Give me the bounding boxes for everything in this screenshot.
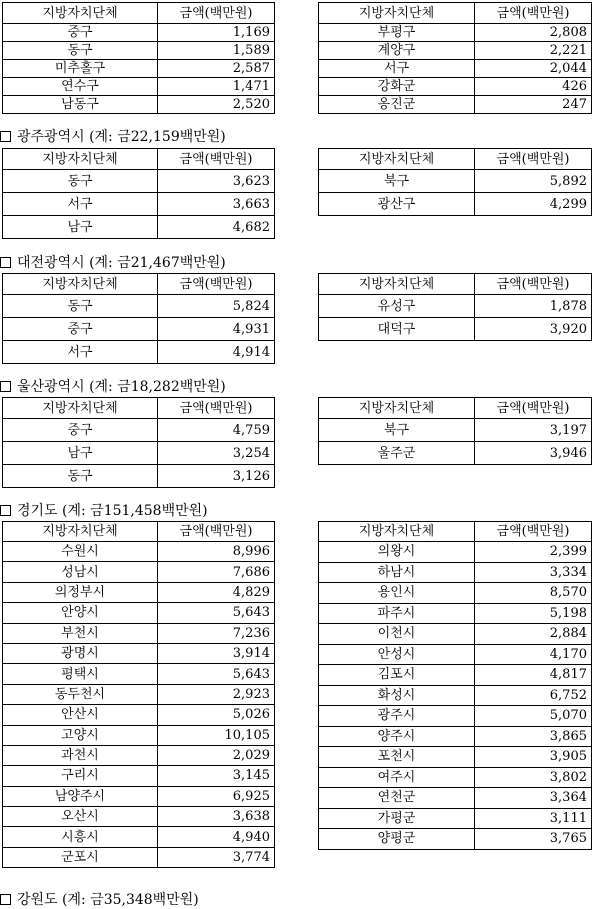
amount-value: 5,026 — [158, 705, 275, 725]
column-header-amount: 금액(백만원) — [158, 149, 275, 170]
amount-value: 3,197 — [475, 419, 592, 442]
amount-value: 3,663 — [158, 193, 275, 216]
table-row — [319, 295, 592, 318]
table-row — [319, 583, 592, 604]
table-row — [3, 684, 275, 704]
table-header-row — [319, 3, 592, 24]
district-name: 울주군 — [319, 442, 475, 465]
checkbox-square-icon — [0, 257, 11, 268]
table-row — [3, 542, 275, 562]
table-row — [319, 170, 592, 193]
table-header-row — [3, 3, 275, 24]
amount-value: 2,808 — [475, 24, 592, 42]
amount-value: 2,029 — [158, 745, 275, 765]
district-name: 옹진군 — [319, 96, 475, 114]
amount-value: 4,931 — [158, 318, 275, 341]
column-header-name: 지방자치단체 — [3, 149, 158, 170]
table-row — [319, 60, 592, 78]
table-row — [319, 747, 592, 768]
district-table-daejeon-right — [318, 273, 592, 341]
amount-value: 4,682 — [158, 216, 275, 239]
amount-value: 3,638 — [158, 807, 275, 827]
table-row — [3, 745, 275, 765]
table-row — [319, 42, 592, 60]
amount-value: 3,920 — [475, 318, 592, 341]
district-name: 유성구 — [319, 295, 475, 318]
district-name: 남동구 — [3, 96, 158, 114]
district-name: 의정부시 — [3, 582, 158, 602]
amount-value: 2,221 — [475, 42, 592, 60]
district-name: 동구 — [3, 465, 158, 488]
table-row — [3, 562, 275, 582]
table-row — [319, 829, 592, 850]
district-name: 부평구 — [319, 24, 475, 42]
amount-value: 8,570 — [475, 583, 592, 604]
district-name: 동구 — [3, 295, 158, 318]
table-row — [3, 295, 275, 318]
amount-value: 10,105 — [158, 725, 275, 745]
amount-value: 6,752 — [475, 685, 592, 706]
table-row — [3, 465, 275, 488]
table-row — [3, 78, 275, 96]
district-name: 시흥시 — [3, 827, 158, 847]
amount-value: 3,126 — [158, 465, 275, 488]
amount-value: 2,044 — [475, 60, 592, 78]
table-row — [3, 582, 275, 602]
table-row — [3, 216, 275, 239]
section-title-daejeon: 대전광역시 (계: 금21,467백만원) — [0, 255, 226, 271]
column-header-amount: 금액(백만원) — [475, 3, 592, 24]
table-row — [319, 644, 592, 665]
amount-value: 3,802 — [475, 767, 592, 788]
amount-value: 3,334 — [475, 562, 592, 583]
amount-value: 2,923 — [158, 684, 275, 704]
amount-value: 4,914 — [158, 341, 275, 364]
column-header-name: 지방자치단체 — [3, 398, 158, 419]
table-header-row — [319, 522, 592, 542]
district-table-top-right — [318, 2, 592, 114]
district-table-gwangju-right — [318, 148, 592, 216]
column-header-name: 지방자치단체 — [3, 274, 158, 295]
amount-value: 7,236 — [158, 623, 275, 643]
table-row — [3, 96, 275, 114]
column-header-name: 지방자치단체 — [319, 149, 475, 170]
table-row — [3, 24, 275, 42]
table-row — [3, 766, 275, 786]
district-name: 안성시 — [319, 644, 475, 665]
district-name: 서구 — [319, 60, 475, 78]
amount-value: 3,145 — [158, 766, 275, 786]
column-header-name: 지방자치단체 — [319, 398, 475, 419]
district-name: 용인시 — [319, 583, 475, 604]
table-row — [3, 623, 275, 643]
district-name: 중구 — [3, 24, 158, 42]
amount-value: 3,111 — [475, 808, 592, 829]
district-name: 양평군 — [319, 829, 475, 850]
amount-value: 4,829 — [158, 582, 275, 602]
table-row — [3, 725, 275, 745]
amount-value: 247 — [475, 96, 592, 114]
table-row — [319, 808, 592, 829]
table-row — [319, 562, 592, 583]
table-row — [3, 170, 275, 193]
checkbox-square-icon — [0, 381, 11, 392]
column-header-amount: 금액(백만원) — [158, 274, 275, 295]
amount-value: 5,643 — [158, 664, 275, 684]
district-name: 강화군 — [319, 78, 475, 96]
amount-value: 5,892 — [475, 170, 592, 193]
amount-value: 4,817 — [475, 665, 592, 686]
district-name: 파주시 — [319, 603, 475, 624]
district-name: 군포시 — [3, 847, 158, 867]
district-name: 서구 — [3, 193, 158, 216]
amount-value: 1,589 — [158, 42, 275, 60]
table-row — [319, 603, 592, 624]
amount-value: 3,364 — [475, 788, 592, 809]
district-name: 평택시 — [3, 664, 158, 684]
amount-value: 5,198 — [475, 603, 592, 624]
district-name: 남구 — [3, 442, 158, 465]
column-header-amount: 금액(백만원) — [475, 274, 592, 295]
checkbox-square-icon — [0, 131, 11, 142]
district-name: 하남시 — [319, 562, 475, 583]
amount-value: 3,765 — [475, 829, 592, 850]
table-row — [3, 807, 275, 827]
table-row — [319, 542, 592, 563]
table-row — [3, 664, 275, 684]
table-row — [319, 685, 592, 706]
amount-value: 4,170 — [475, 644, 592, 665]
table-header-row — [3, 149, 275, 170]
column-header-name: 지방자치단체 — [319, 3, 475, 24]
amount-value: 3,774 — [158, 847, 275, 867]
table-row — [319, 706, 592, 727]
amount-value: 2,884 — [475, 624, 592, 645]
column-header-amount: 금액(백만원) — [158, 3, 275, 24]
table-row — [319, 442, 592, 465]
table-row — [3, 705, 275, 725]
table-row — [319, 96, 592, 114]
district-name: 대덕구 — [319, 318, 475, 341]
district-table-gyeonggi-left — [2, 521, 275, 868]
amount-value: 3,914 — [158, 643, 275, 663]
table-row — [3, 442, 275, 465]
district-name: 광산구 — [319, 193, 475, 216]
table-row — [319, 78, 592, 96]
district-name: 중구 — [3, 419, 158, 442]
amount-value: 3,946 — [475, 442, 592, 465]
district-name: 여주시 — [319, 767, 475, 788]
table-header-row — [319, 398, 592, 419]
column-header-amount: 금액(백만원) — [475, 522, 592, 542]
district-table-daejeon-left — [2, 273, 275, 364]
district-name: 안양시 — [3, 603, 158, 623]
district-name: 북구 — [319, 170, 475, 193]
table-header-row — [3, 522, 275, 542]
section-title-gwangju: 광주광역시 (계: 금22,159백만원) — [0, 129, 226, 145]
table-row — [3, 786, 275, 806]
amount-value: 5,643 — [158, 603, 275, 623]
table-row — [319, 624, 592, 645]
amount-value: 7,686 — [158, 562, 275, 582]
district-name: 서구 — [3, 341, 158, 364]
district-name: 이천시 — [319, 624, 475, 645]
district-name: 화성시 — [319, 685, 475, 706]
table-row — [3, 341, 275, 364]
table-row — [3, 643, 275, 663]
checkbox-square-icon — [0, 505, 11, 516]
amount-value: 5,824 — [158, 295, 275, 318]
column-header-amount: 금액(백만원) — [475, 398, 592, 419]
amount-value: 3,254 — [158, 442, 275, 465]
table-row — [3, 419, 275, 442]
amount-value: 3,865 — [475, 726, 592, 747]
column-header-name: 지방자치단체 — [3, 522, 158, 542]
column-header-name: 지방자치단체 — [3, 3, 158, 24]
district-name: 부천시 — [3, 623, 158, 643]
district-name: 남양주시 — [3, 786, 158, 806]
district-table-ulsan-right — [318, 397, 592, 465]
district-name: 미추홀구 — [3, 60, 158, 78]
table-header-row — [3, 398, 275, 419]
amount-value: 1,471 — [158, 78, 275, 96]
table-row — [3, 42, 275, 60]
district-name: 동구 — [3, 170, 158, 193]
amount-value: 3,905 — [475, 747, 592, 768]
district-name: 오산시 — [3, 807, 158, 827]
section-title-gyeonggi: 경기도 (계: 금151,458백만원) — [0, 503, 208, 519]
amount-value: 426 — [475, 78, 592, 96]
table-row — [319, 318, 592, 341]
checkbox-square-icon — [0, 894, 11, 905]
district-name: 양주시 — [319, 726, 475, 747]
amount-value: 1,169 — [158, 24, 275, 42]
amount-value: 4,759 — [158, 419, 275, 442]
column-header-amount: 금액(백만원) — [158, 398, 275, 419]
amount-value: 2,587 — [158, 60, 275, 78]
district-name: 안산시 — [3, 705, 158, 725]
table-row — [3, 193, 275, 216]
district-name: 수원시 — [3, 542, 158, 562]
column-header-name: 지방자치단체 — [319, 522, 475, 542]
amount-value: 8,996 — [158, 542, 275, 562]
district-table-ulsan-left — [2, 397, 275, 488]
district-name: 동두천시 — [3, 684, 158, 704]
table-row — [319, 193, 592, 216]
table-row — [319, 24, 592, 42]
district-name: 연수구 — [3, 78, 158, 96]
amount-value: 4,940 — [158, 827, 275, 847]
amount-value: 6,925 — [158, 786, 275, 806]
district-name: 광명시 — [3, 643, 158, 663]
table-header-row — [319, 149, 592, 170]
district-name: 북구 — [319, 419, 475, 442]
amount-value: 1,878 — [475, 295, 592, 318]
amount-value: 2,520 — [158, 96, 275, 114]
table-header-row — [319, 274, 592, 295]
table-header-row — [3, 274, 275, 295]
table-row — [319, 767, 592, 788]
table-row — [3, 318, 275, 341]
district-name: 중구 — [3, 318, 158, 341]
district-table-gwangju-left — [2, 148, 275, 239]
district-name: 성남시 — [3, 562, 158, 582]
district-name: 과천시 — [3, 745, 158, 765]
district-name: 연천군 — [319, 788, 475, 809]
table-row — [319, 726, 592, 747]
amount-value: 4,299 — [475, 193, 592, 216]
district-name: 고양시 — [3, 725, 158, 745]
district-table-top-left — [2, 2, 275, 114]
amount-value: 3,623 — [158, 170, 275, 193]
table-row — [3, 847, 275, 867]
district-name: 김포시 — [319, 665, 475, 686]
column-header-amount: 금액(백만원) — [475, 149, 592, 170]
table-row — [319, 419, 592, 442]
district-name: 구리시 — [3, 766, 158, 786]
district-table-gyeonggi-right — [318, 521, 592, 850]
district-name: 가평군 — [319, 808, 475, 829]
table-row — [319, 788, 592, 809]
amount-value: 5,070 — [475, 706, 592, 727]
column-header-amount: 금액(백만원) — [158, 522, 275, 542]
table-row — [3, 603, 275, 623]
district-name: 포천시 — [319, 747, 475, 768]
table-row — [3, 827, 275, 847]
section-title-gangwon: 강원도 (계: 금35,348백만원) — [0, 892, 199, 908]
district-name: 광주시 — [319, 706, 475, 727]
district-name: 의왕시 — [319, 542, 475, 563]
column-header-name: 지방자치단체 — [319, 274, 475, 295]
district-name: 남구 — [3, 216, 158, 239]
table-row — [3, 60, 275, 78]
district-name: 동구 — [3, 42, 158, 60]
section-title-ulsan: 울산광역시 (계: 금18,282백만원) — [0, 379, 226, 395]
table-row — [319, 665, 592, 686]
district-name: 계양구 — [319, 42, 475, 60]
amount-value: 2,399 — [475, 542, 592, 563]
